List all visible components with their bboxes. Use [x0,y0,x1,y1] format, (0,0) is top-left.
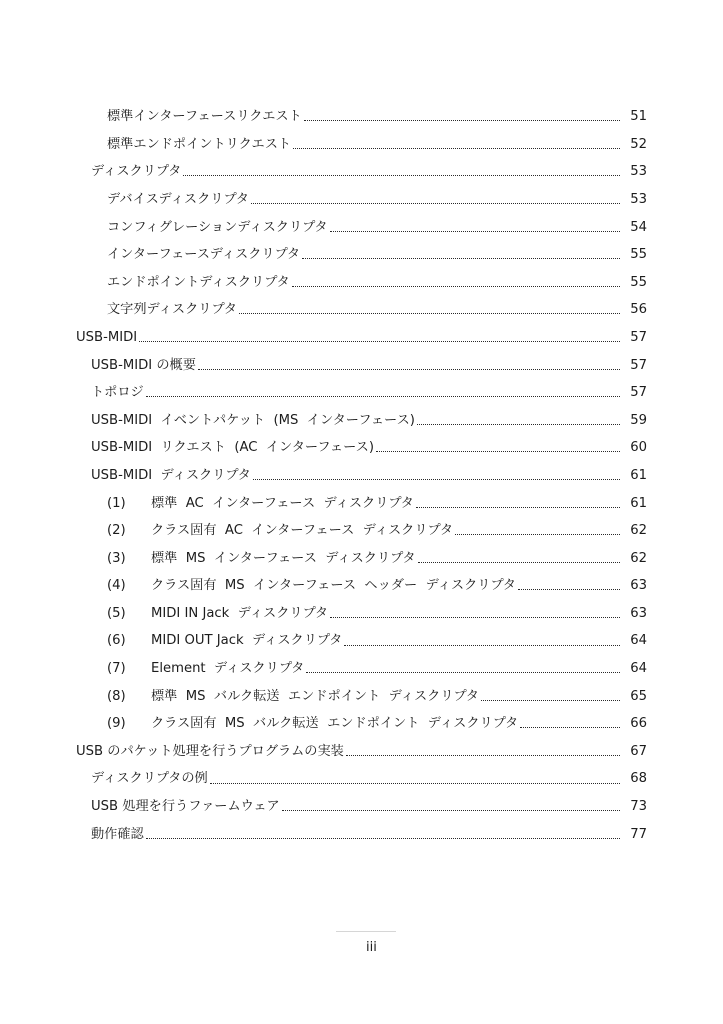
toc-entry-title [91,359,196,372]
toc-entry[interactable] [0,765,723,793]
toc-entry[interactable] [0,434,723,462]
toc-entry-title [107,248,300,261]
toc-entry-label: USB 処理を行うファームウェア [91,799,280,815]
toc-entry-page: 54 [630,219,647,235]
page-number: iii [366,940,377,955]
toc-entry-label: デバイスディスクリプタ [107,191,249,207]
toc-entry-number: (8) [107,688,126,704]
toc-entry-page: 68 [630,771,647,787]
toc-entry[interactable] [0,213,723,241]
toc-entry-label: 標準 MS インターフェース ディスクリプタ [151,550,416,566]
toc-entry-title [107,193,249,206]
toc-entry-title [91,828,144,841]
toc-entry-page: 64 [630,661,647,677]
dot-leader [183,175,620,176]
dot-leader [344,645,620,646]
toc-entry[interactable] [0,407,723,435]
dot-leader [139,341,620,342]
toc-entry[interactable] [0,793,723,821]
toc-entry-title [91,386,144,399]
toc-entry-title [107,552,416,565]
toc-entry[interactable] [0,296,723,324]
dot-leader [376,451,620,452]
toc-entry-label: USB-MIDI イベントパケット (MS インターフェース) [91,412,415,428]
toc-entry-page: 57 [630,357,647,373]
dot-leader [416,507,620,508]
toc-entry-page: 53 [630,191,647,207]
toc-entry[interactable] [0,379,723,407]
toc-entry-label: Element ディスクリプタ [151,661,305,677]
toc-entry-label: インターフェースディスクリプタ [107,247,301,263]
toc-entry-label: MIDI OUT Jack ディスクリプタ [151,633,343,649]
toc-entry-title [107,276,290,289]
toc-entry-number: (7) [107,661,126,677]
dot-leader [330,231,620,232]
toc-entry-label: 標準インターフェースリクエスト [107,109,302,125]
dot-leader [306,672,620,673]
toc-entry-page: 61 [630,467,647,483]
toc-entry-number: (3) [107,550,126,566]
dot-leader [346,755,620,756]
toc-entry[interactable] [0,131,723,159]
toc-entry-label: トポロジ [91,385,144,401]
toc-entry-label: USB-MIDI ディスクリプタ [91,467,251,483]
toc-entry-title [107,662,304,675]
toc-entry-label: USB のパケット処理を行うプログラムの実装 [76,743,344,759]
dot-leader [146,396,620,397]
dot-leader [146,838,620,839]
dot-leader [198,369,620,370]
dot-leader [455,534,620,535]
toc-entry-title [91,469,251,482]
dot-leader [251,203,620,204]
dot-leader [292,286,620,287]
toc-entry-label: MIDI IN Jack ディスクリプタ [151,605,329,621]
toc-entry-title [107,303,237,316]
dot-leader [293,148,620,149]
dot-leader [304,120,620,121]
dot-leader [520,727,620,728]
toc-entry-page: 61 [630,495,647,511]
toc-entry-page: 52 [630,136,647,152]
toc-entry-number: (2) [107,523,126,539]
dot-leader [481,700,620,701]
toc-entry-page: 59 [630,412,647,428]
toc-entry-page: 64 [630,633,647,649]
toc-entry-page: 62 [630,523,647,539]
toc-entry-title [76,331,137,344]
toc-entry-title [107,717,518,730]
toc-entry[interactable] [0,186,723,214]
toc-entry-title [107,634,342,647]
toc-entry-label: ディスクリプタの例 [91,771,208,787]
toc-entry[interactable] [0,738,723,766]
toc-entry-number: (6) [107,633,126,649]
toc-entry-page: 56 [630,302,647,318]
dot-leader [210,783,620,784]
toc-entry[interactable] [0,600,723,628]
toc-entry[interactable] [0,103,723,131]
toc-entry-page: 67 [630,743,647,759]
toc-entry-label: USB-MIDI [76,329,138,345]
toc-entry-title [91,441,374,454]
toc-entry-page: 63 [630,578,647,594]
toc-entry-title [107,690,479,703]
toc-entry-title [107,138,291,151]
toc-entry-page: 55 [630,247,647,263]
dot-leader [418,562,620,563]
toc-entry-page: 57 [630,329,647,345]
toc-entry-page: 77 [630,826,647,842]
toc-entry-label: ディスクリプタ [91,164,182,180]
toc-entry-number: (5) [107,605,126,621]
toc-entry-number: (1) [107,495,126,511]
toc-entry-label: 標準エンドポイントリクエスト [107,136,292,152]
toc-entry-title [107,579,516,592]
dot-leader [330,617,620,618]
toc-entry-title [91,772,208,785]
toc-entry-page: 65 [630,688,647,704]
toc-entry-page: 62 [630,550,647,566]
toc-entry-page: 66 [630,716,647,732]
toc-entry-page: 53 [630,164,647,180]
toc-entry[interactable] [0,820,723,848]
toc-entry-title [107,607,328,620]
toc-entry[interactable] [0,545,723,573]
toc-entry-title [91,165,181,178]
toc-entry-label: USB-MIDI リクエスト (AC インターフェース) [91,440,374,456]
toc-entry-page: 73 [630,799,647,815]
toc-entry-page: 60 [630,440,647,456]
dot-leader [302,258,620,259]
toc-entry[interactable] [0,241,723,269]
toc-entry[interactable] [0,324,723,352]
toc-entry-title [107,524,453,537]
toc-entry-title [76,745,344,758]
toc-entry-label: クラス固有 AC インターフェース ディスクリプタ [151,523,454,539]
toc-entry-page: 51 [630,109,647,125]
toc-entry-title [91,800,280,813]
toc-entry-number: (9) [107,716,126,732]
table-of-contents [0,103,723,848]
toc-entry[interactable] [0,158,723,186]
toc-entry[interactable] [0,462,723,490]
toc-entry-label: クラス固有 MS インターフェース ヘッダー ディスクリプタ [151,578,516,594]
toc-entry-label: 標準 AC インターフェース ディスクリプタ [151,495,414,511]
dot-leader [239,313,620,314]
toc-entry-label: コンフィグレーションディスクリプタ [107,219,328,235]
toc-entry-label: 動作確認 [91,826,144,842]
toc-entry-label: エンドポイントディスクリプタ [107,274,290,290]
toc-entry[interactable] [0,710,723,738]
toc-entry-page: 63 [630,605,647,621]
dot-leader [518,589,620,590]
toc-entry-label: 文字列ディスクリプタ [107,302,237,318]
toc-entry-title [107,110,302,123]
toc-entry-label: クラス固有 MS バルク転送 エンドポイント ディスクリプタ [151,716,519,732]
toc-entry[interactable] [0,351,723,379]
toc-entry-title [91,414,415,427]
toc-entry[interactable] [0,655,723,683]
toc-entry-page: 55 [630,274,647,290]
toc-entry[interactable] [0,682,723,710]
toc-entry[interactable] [0,627,723,655]
toc-entry-label: USB-MIDI の概要 [91,357,196,373]
toc-entry-label: 標準 MS バルク転送 エンドポイント ディスクリプタ [151,688,479,704]
toc-entry-page: 57 [630,385,647,401]
toc-entry-title [107,221,328,234]
toc-entry-number: (4) [107,578,126,594]
dot-leader [282,810,620,811]
toc-entry[interactable] [0,517,723,545]
dot-leader [253,479,620,480]
toc-entry-title [107,497,414,510]
dot-leader [417,424,620,425]
footer-divider [336,931,396,932]
toc-entry[interactable] [0,269,723,297]
toc-entry[interactable] [0,572,723,600]
toc-entry[interactable] [0,489,723,517]
